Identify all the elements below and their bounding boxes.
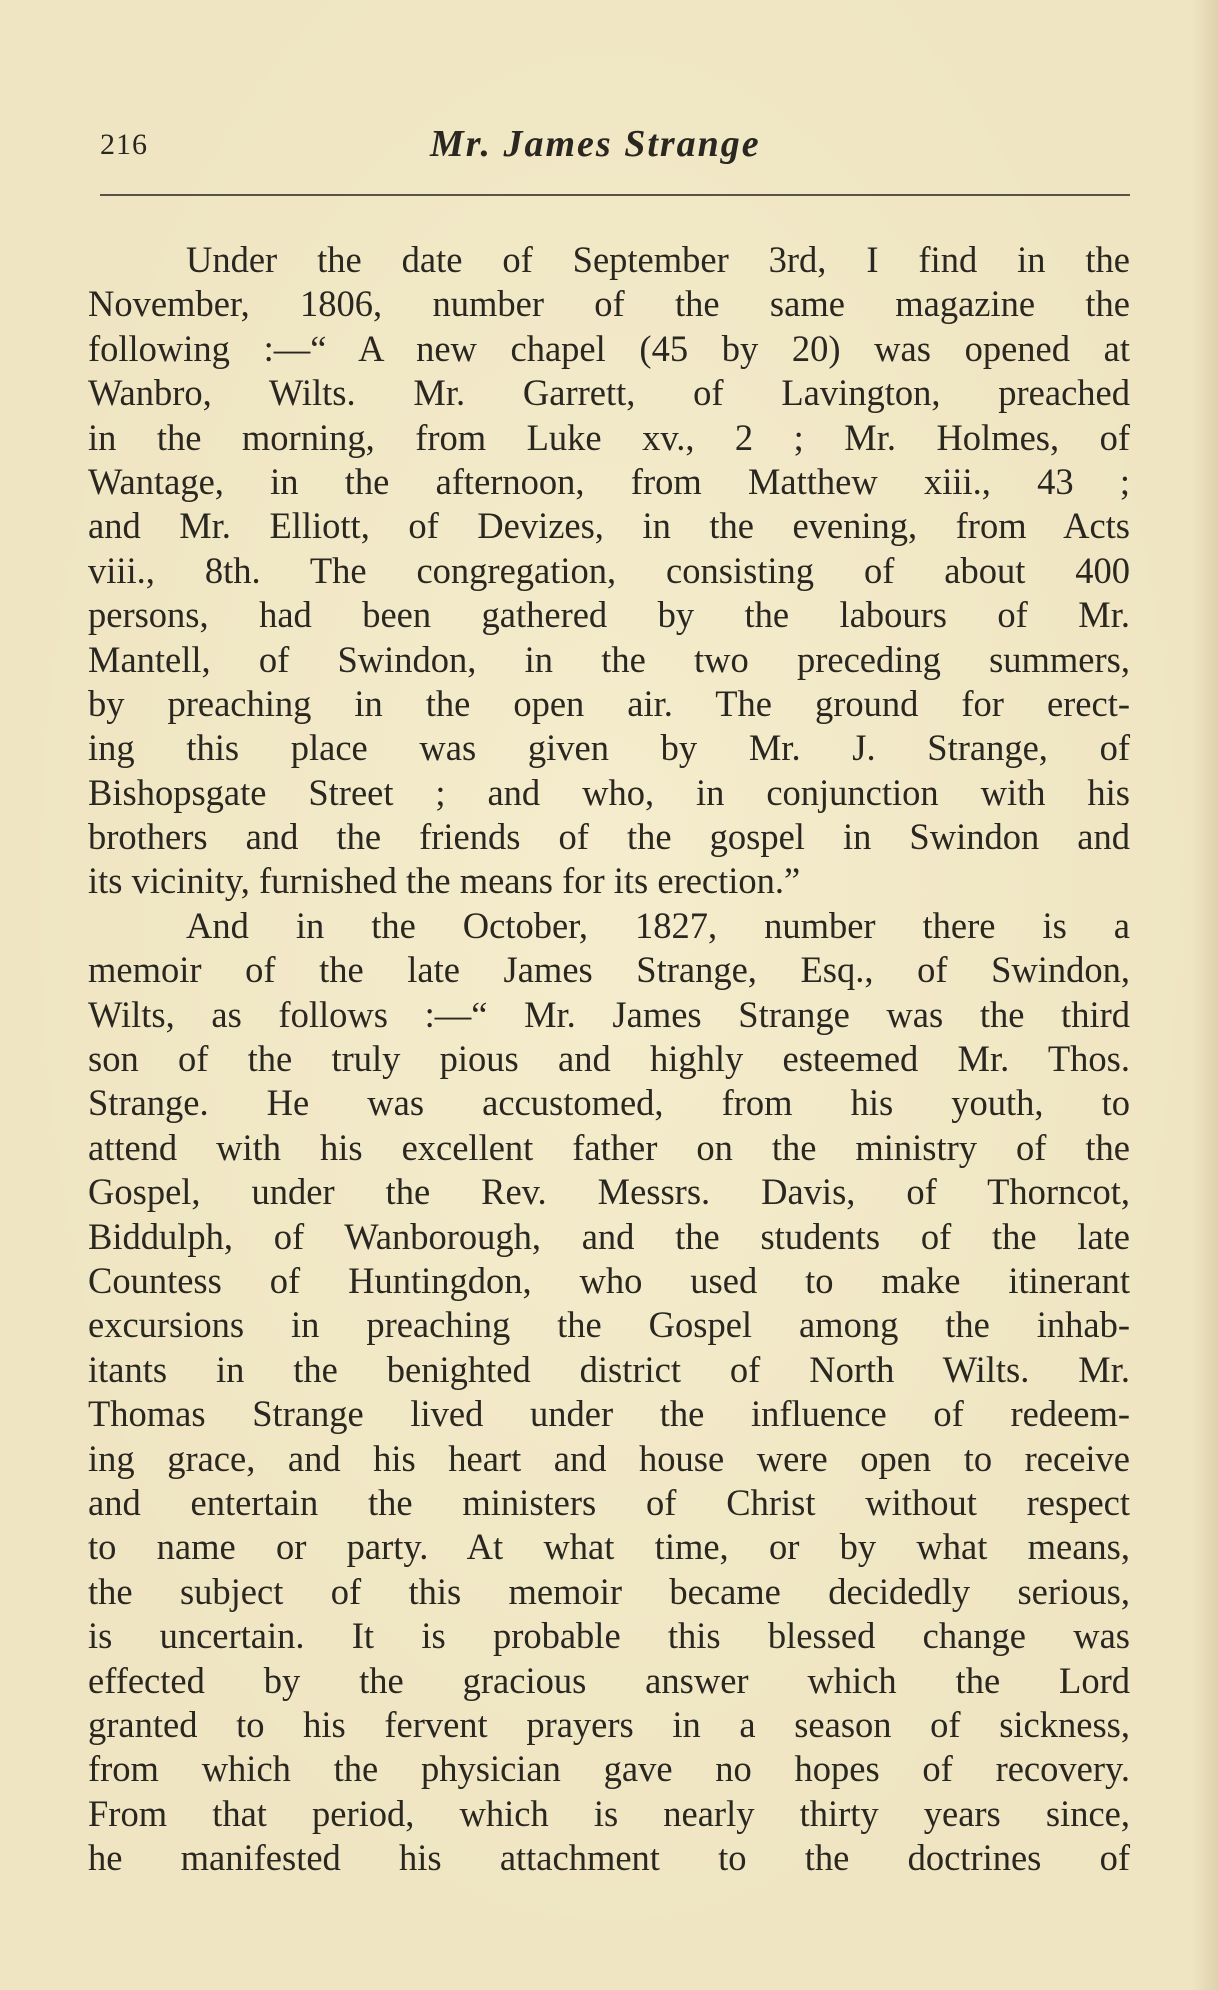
page-edge-shadow [1192,0,1218,1990]
text-line: persons, had been gathered by the labours of Mr. [88,594,1130,636]
text-line: November, 1806, number of the same magazine the [88,283,1130,325]
text-line: memoir of the late James Strange, Esq., of Swindon, [88,949,1130,991]
body-text [88,238,1130,1880]
text-line: Gospel, under the Rev. Messrs. Davis, of Thorncot, [88,1171,1130,1213]
text-line: itants in the benighted district of North Wilts. Mr. [88,1348,1130,1390]
text-line: the subject of this memoir became decidedly serious, [88,1570,1130,1612]
text-line: And in the October, 1827, number there is a [186,904,1130,946]
text-line: Biddulph, of Wanborough, and the students of the late [88,1215,1130,1257]
text-line: Under the date of September 3rd, I find in the [186,239,1130,280]
text-line: ing this place was given by Mr. J. Strange, of [88,727,1130,769]
running-title: Mr. James Strange [430,123,761,165]
text-line: and Mr. Elliott, of Devizes, in the evening, from Acts [88,505,1130,547]
text-line: its vicinity, furnished the means for its erection.” [88,860,801,902]
text-line: following :—“ A new chapel (45 by 20) was opened at [88,327,1130,369]
text-line: Bishopsgate Street ; and who, in conjunction with his [88,771,1130,813]
text-line: to name or party. At what time, or by what means, [88,1526,1130,1568]
text-line: Wantage, in the afternoon, from Matthew xiii., 43 ; [88,460,1130,502]
text-line: brothers and the friends of the gospel in Swindon and [88,816,1130,858]
text-line: by preaching in the open air. The ground for erect- [88,682,1130,724]
text-line: in the morning, from Luke xv., 2 ; Mr. Holmes, of [88,416,1130,458]
text-line: Strange. He was accustomed, from his youth, to [88,1082,1130,1124]
page-number: 216 [100,128,148,161]
page-header [100,118,1130,174]
text-line: viii., 8th. The congregation, consisting of about 400 [88,549,1130,591]
text-line: from which the physician gave no hopes of recovery. [88,1748,1130,1790]
text-line: granted to his fervent prayers in a season of sickness, [88,1703,1130,1745]
text-line: attend with his excellent father on the ministry of the [88,1126,1130,1168]
text-line: he manifested his attachment to the doctrines of [88,1837,1130,1879]
text-line: Wanbro, Wilts. Mr. Garrett, of Lavington, preached [88,372,1130,414]
header-rule [100,194,1130,196]
text-line: and entertain the ministers of Christ without respect [88,1481,1130,1523]
text-line: is uncertain. It is probable this blessed change was [88,1615,1130,1657]
text-line: From that period, which is nearly thirty years since, [88,1792,1130,1834]
text-line: effected by the gracious answer which the Lord [88,1659,1130,1701]
text-line: Countess of Huntingdon, who used to make itinerant [88,1259,1130,1301]
text-line: son of the truly pious and highly esteemed Mr. Thos. [88,1038,1130,1080]
text-line: ing grace, and his heart and house were open to receive [88,1437,1130,1479]
text-line: excursions in preaching the Gospel among the inhab- [88,1304,1130,1346]
text-line: Thomas Strange lived under the influence of redeem- [88,1393,1130,1435]
text-line: Wilts, as follows :—“ Mr. James Strange was the third [88,993,1130,1035]
text-line: Mantell, of Swindon, in the two preceding summers, [88,638,1130,680]
